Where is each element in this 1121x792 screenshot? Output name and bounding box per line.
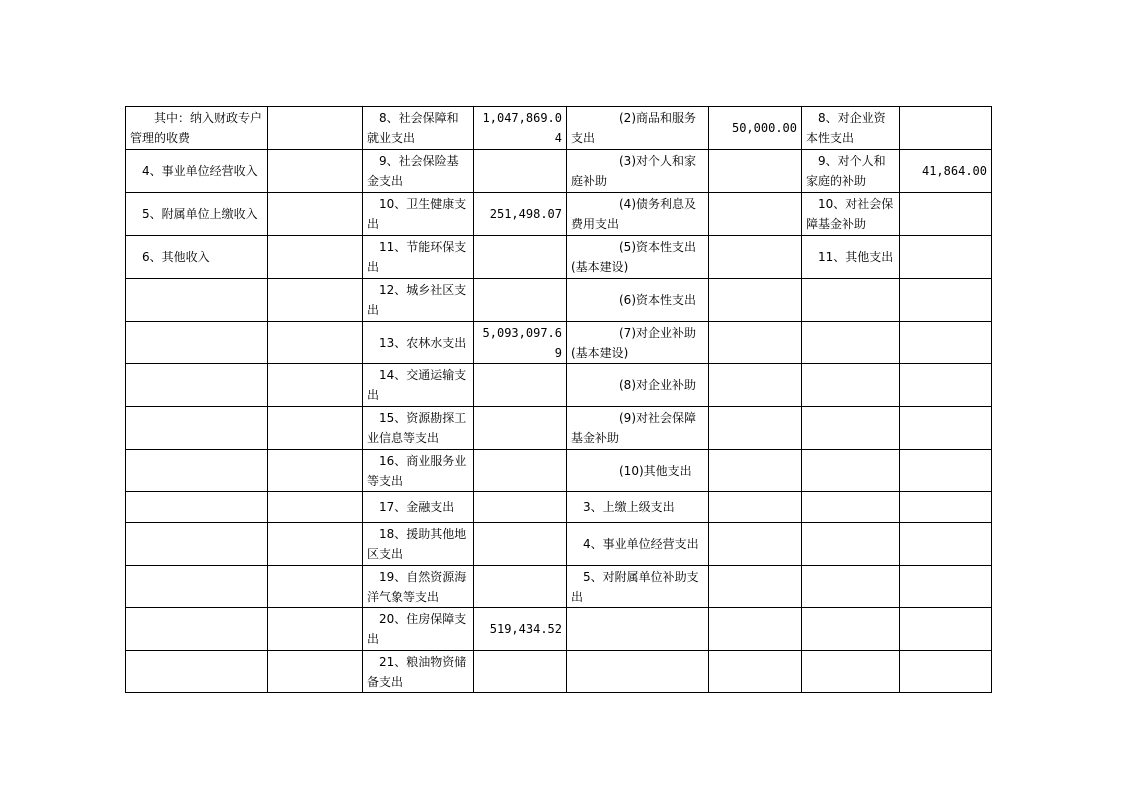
revenue-item-cell (126, 279, 268, 322)
table-row (126, 407, 992, 450)
function-expense-item-cell: 15、资源勘探工业信息等支出 (363, 407, 474, 450)
budget-table (125, 106, 992, 693)
revenue-amount-cell (268, 608, 363, 651)
govt-expense-item-cell: 10、对社会保障基金补助 (802, 193, 900, 236)
govt-expense-item-cell (802, 407, 900, 450)
economic-expense-item-cell: (9)对社会保障基金补助 (567, 407, 709, 450)
revenue-amount-cell (268, 492, 363, 523)
economic-expense-amount-cell (709, 364, 802, 407)
function-expense-amount-cell: 5,093,097.69 (474, 322, 567, 364)
revenue-amount-cell (268, 651, 363, 693)
revenue-amount-cell (268, 236, 363, 279)
table-row (126, 450, 992, 492)
govt-expense-item-cell (802, 608, 900, 651)
table-row (126, 279, 992, 322)
economic-expense-amount-cell (709, 193, 802, 236)
economic-expense-amount-cell (709, 407, 802, 450)
economic-expense-item-cell: (3)对个人和家庭补助 (567, 150, 709, 193)
revenue-amount-cell (268, 450, 363, 492)
govt-expense-amount-cell (900, 651, 992, 693)
govt-expense-item-cell: 9、对个人和家庭的补助 (802, 150, 900, 193)
govt-expense-item-cell (802, 651, 900, 693)
revenue-item-cell: 其中：纳入财政专户管理的收费 (126, 107, 268, 150)
govt-expense-item-cell: 11、其他支出 (802, 236, 900, 279)
govt-expense-amount-cell (900, 492, 992, 523)
function-expense-item-cell: 14、交通运输支出 (363, 364, 474, 407)
govt-expense-item-cell (802, 364, 900, 407)
govt-expense-amount-cell (900, 523, 992, 566)
revenue-amount-cell (268, 407, 363, 450)
revenue-amount-cell (268, 150, 363, 193)
revenue-item-cell (126, 450, 268, 492)
revenue-item-cell (126, 492, 268, 523)
economic-expense-amount-cell (709, 322, 802, 364)
function-expense-item-cell: 10、卫生健康支出 (363, 193, 474, 236)
function-expense-amount-cell (474, 364, 567, 407)
revenue-amount-cell (268, 322, 363, 364)
govt-expense-amount-cell (900, 236, 992, 279)
function-expense-amount-cell (474, 236, 567, 279)
economic-expense-item-cell: (2)商品和服务支出 (567, 107, 709, 150)
function-expense-amount-cell (474, 566, 567, 608)
govt-expense-amount-cell (900, 566, 992, 608)
function-expense-amount-cell (474, 279, 567, 322)
economic-expense-item-cell: (10)其他支出 (567, 450, 709, 492)
economic-expense-item-cell (567, 651, 709, 693)
table-row (126, 608, 992, 651)
govt-expense-item-cell (802, 279, 900, 322)
economic-expense-item-cell: 4、事业单位经营支出 (567, 523, 709, 566)
table-row (126, 364, 992, 407)
revenue-item-cell: 6、其他收入 (126, 236, 268, 279)
function-expense-item-cell: 11、节能环保支出 (363, 236, 474, 279)
function-expense-amount-cell: 519,434.52 (474, 608, 567, 651)
economic-expense-amount-cell: 50,000.00 (709, 107, 802, 150)
function-expense-item-cell: 16、商业服务业等支出 (363, 450, 474, 492)
economic-expense-amount-cell (709, 150, 802, 193)
economic-expense-amount-cell (709, 236, 802, 279)
economic-expense-item-cell: 3、上缴上级支出 (567, 492, 709, 523)
revenue-item-cell (126, 566, 268, 608)
revenue-amount-cell (268, 566, 363, 608)
revenue-item-cell: 4、事业单位经营收入 (126, 150, 268, 193)
revenue-amount-cell (268, 364, 363, 407)
revenue-amount-cell (268, 523, 363, 566)
function-expense-item-cell: 8、社会保障和就业支出 (363, 107, 474, 150)
table-row (126, 566, 992, 608)
economic-expense-item-cell: (6)资本性支出 (567, 279, 709, 322)
revenue-item-cell (126, 407, 268, 450)
govt-expense-item-cell (802, 566, 900, 608)
economic-expense-item-cell: (4)债务利息及费用支出 (567, 193, 709, 236)
economic-expense-item-cell: (7)对企业补助(基本建设) (567, 322, 709, 364)
govt-expense-item-cell: 8、对企业资本性支出 (802, 107, 900, 150)
govt-expense-amount-cell: 41,864.00 (900, 150, 992, 193)
govt-expense-amount-cell (900, 193, 992, 236)
function-expense-amount-cell (474, 150, 567, 193)
function-expense-amount-cell (474, 492, 567, 523)
revenue-amount-cell (268, 193, 363, 236)
table-row (126, 651, 992, 693)
function-expense-item-cell: 12、城乡社区支出 (363, 279, 474, 322)
table-row (126, 150, 992, 193)
revenue-amount-cell (268, 279, 363, 322)
govt-expense-item-cell (802, 322, 900, 364)
function-expense-amount-cell: 1,047,869.04 (474, 107, 567, 150)
economic-expense-amount-cell (709, 608, 802, 651)
economic-expense-amount-cell (709, 492, 802, 523)
economic-expense-amount-cell (709, 651, 802, 693)
govt-expense-amount-cell (900, 608, 992, 651)
revenue-item-cell (126, 651, 268, 693)
function-expense-item-cell: 21、粮油物资储备支出 (363, 651, 474, 693)
function-expense-item-cell: 13、农林水支出 (363, 322, 474, 364)
govt-expense-item-cell (802, 523, 900, 566)
function-expense-amount-cell (474, 523, 567, 566)
table-row (126, 322, 992, 364)
function-expense-amount-cell (474, 450, 567, 492)
revenue-item-cell (126, 364, 268, 407)
govt-expense-amount-cell (900, 364, 992, 407)
govt-expense-amount-cell (900, 279, 992, 322)
table-row (126, 107, 992, 150)
function-expense-amount-cell (474, 407, 567, 450)
economic-expense-amount-cell (709, 450, 802, 492)
economic-expense-item-cell: (5)资本性支出(基本建设) (567, 236, 709, 279)
revenue-item-cell (126, 523, 268, 566)
function-expense-item-cell: 17、金融支出 (363, 492, 474, 523)
function-expense-item-cell: 19、自然资源海洋气象等支出 (363, 566, 474, 608)
govt-expense-item-cell (802, 492, 900, 523)
govt-expense-item-cell (802, 450, 900, 492)
function-expense-item-cell: 20、住房保障支出 (363, 608, 474, 651)
table-row (126, 523, 992, 566)
economic-expense-item-cell (567, 608, 709, 651)
govt-expense-amount-cell (900, 407, 992, 450)
revenue-item-cell: 5、附属单位上缴收入 (126, 193, 268, 236)
revenue-item-cell (126, 608, 268, 651)
table-row (126, 236, 992, 279)
function-expense-item-cell: 18、援助其他地区支出 (363, 523, 474, 566)
economic-expense-amount-cell (709, 279, 802, 322)
economic-expense-item-cell: (8)对企业补助 (567, 364, 709, 407)
govt-expense-amount-cell (900, 450, 992, 492)
table-row (126, 492, 992, 523)
economic-expense-amount-cell (709, 566, 802, 608)
revenue-amount-cell (268, 107, 363, 150)
economic-expense-amount-cell (709, 523, 802, 566)
function-expense-item-cell: 9、社会保险基金支出 (363, 150, 474, 193)
table-row (126, 193, 992, 236)
revenue-item-cell (126, 322, 268, 364)
govt-expense-amount-cell (900, 107, 992, 150)
economic-expense-item-cell: 5、对附属单位补助支出 (567, 566, 709, 608)
function-expense-amount-cell (474, 651, 567, 693)
govt-expense-amount-cell (900, 322, 992, 364)
function-expense-amount-cell: 251,498.07 (474, 193, 567, 236)
